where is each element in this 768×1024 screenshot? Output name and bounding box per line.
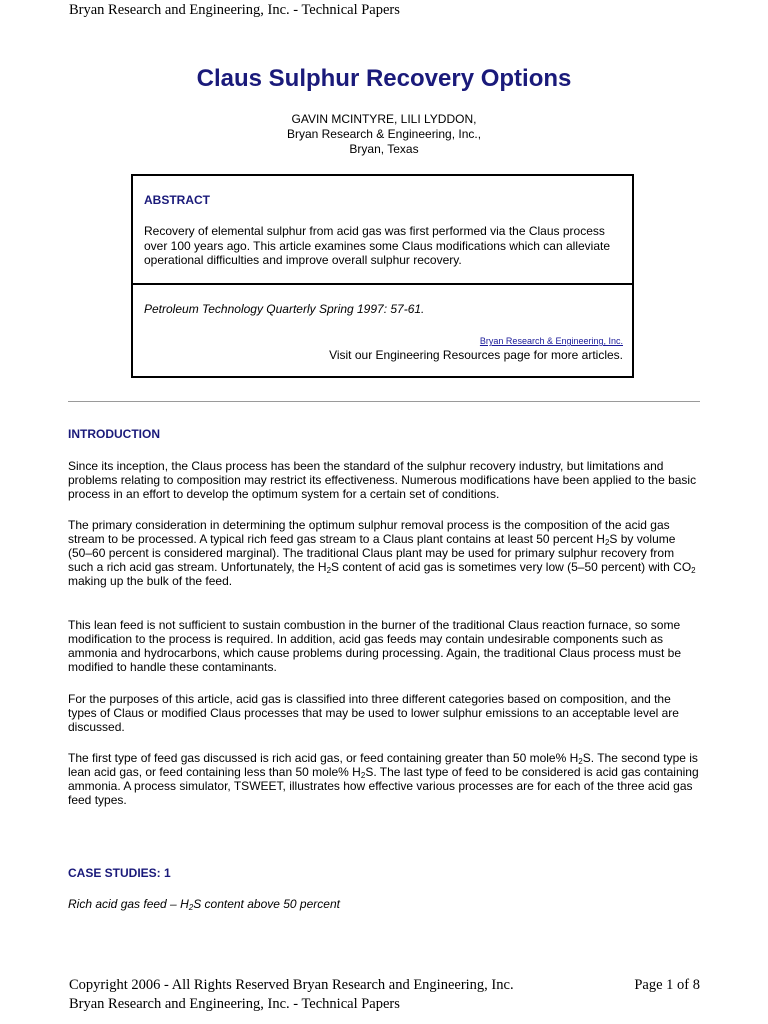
abstract-box [131,174,634,378]
author-affiliation: Bryan Research & Engineering, Inc., [286,127,482,141]
bre-link[interactable]: Bryan Research & Engineering, Inc. [479,336,623,346]
intro-paragraph-4: For the purposes of this article, acid gas is classified into three different categories based on composition, and the types of Claus or modified Claus processes that may be used to lower sulphur emissions to an acceptable level are discussed. [68,692,679,734]
footer-copyright: Copyright 2006 - All Rights Reserved Bryan Research and Engineering, Inc. [69,977,514,993]
author-location: Bryan, Texas [349,142,419,156]
abstract-heading: ABSTRACT [144,193,210,207]
visit-resources-text: Visit our Engineering Resources page for more articles. [329,348,623,362]
authors-block [0,112,768,157]
page-title: Claus Sulphur Recovery Options [196,65,572,92]
intro-paragraph-5: The first type of feed gas discussed is rich acid gas, or feed containing greater than 50 mole% $H_2S$. The second type is lean acid gas, or feed containing less than 50 mole% $H_2S$. The last type of feed to be considered is acid gas containing ammonia. A process simulator, TSWEET, illustrates how effective various processes are for each of the three acid gas feed types. [68,751,699,807]
author-names: GAVIN MCINTYRE, LILI LYDDON, [291,112,477,126]
abstract-citation: Petroleum Technology Quarterly Spring 1997: 57-61. [144,302,425,316]
case-study-subtitle: Rich acid gas feed – $H_2S$ content above 50 percent [68,897,340,912]
intro-paragraph-3: This lean feed is not sufficient to sustain combustion in the burner of the traditional Claus reaction furnace, so some modification to the process is required. In addition, acid gas feeds may contain undesirable components such as ammonia and hydrocarbons, which cause problems during processing. Again, the traditional Claus process must be modified to handle these contaminants. [68,618,681,674]
abstract-top-section [133,176,632,285]
intro-paragraph-2: The primary consideration in determining the optimum sulphur removal process is the composition of the acid gas stream to be processed. A typical rich feed gas stream to a Claus plant contains at least 50 percent $H_2S$ by volume (50–60 percent is considered marginal). The traditional Claus plant may be used for primary sulphur recovery from such a rich acid gas stream. Unfortunately, the $H_2S$ content of acid gas is sometimes very low (5–50 percent) with $CO_2$ making up the bulk of the feed. [68,518,696,588]
section-divider [68,401,700,402]
case-studies-heading: CASE STUDIES: 1 [68,866,171,880]
abstract-text: Recovery of elemental sulphur from acid gas was first performed via the Claus process over 100 years ago. This article examines some Claus modifications which can alleviate operational difficulties and improve overall sulphur recovery. [144,224,611,267]
introduction-heading: INTRODUCTION [68,427,160,441]
page-header: Bryan Research and Engineering, Inc. - Technical Papers [69,2,400,18]
page-number: Page 1 of 8 [634,977,700,993]
intro-paragraph-1: Since its inception, the Claus process has been the standard of the sulphur recovery industry, but limitations and problems relating to composition may restrict its effectiveness. Numerous modifications have been applied to the basic process in an effort to develop the optimum system for a certain set of conditions. [68,459,697,501]
footer-header-repeat: Bryan Research and Engineering, Inc. - Technical Papers [69,996,400,1012]
